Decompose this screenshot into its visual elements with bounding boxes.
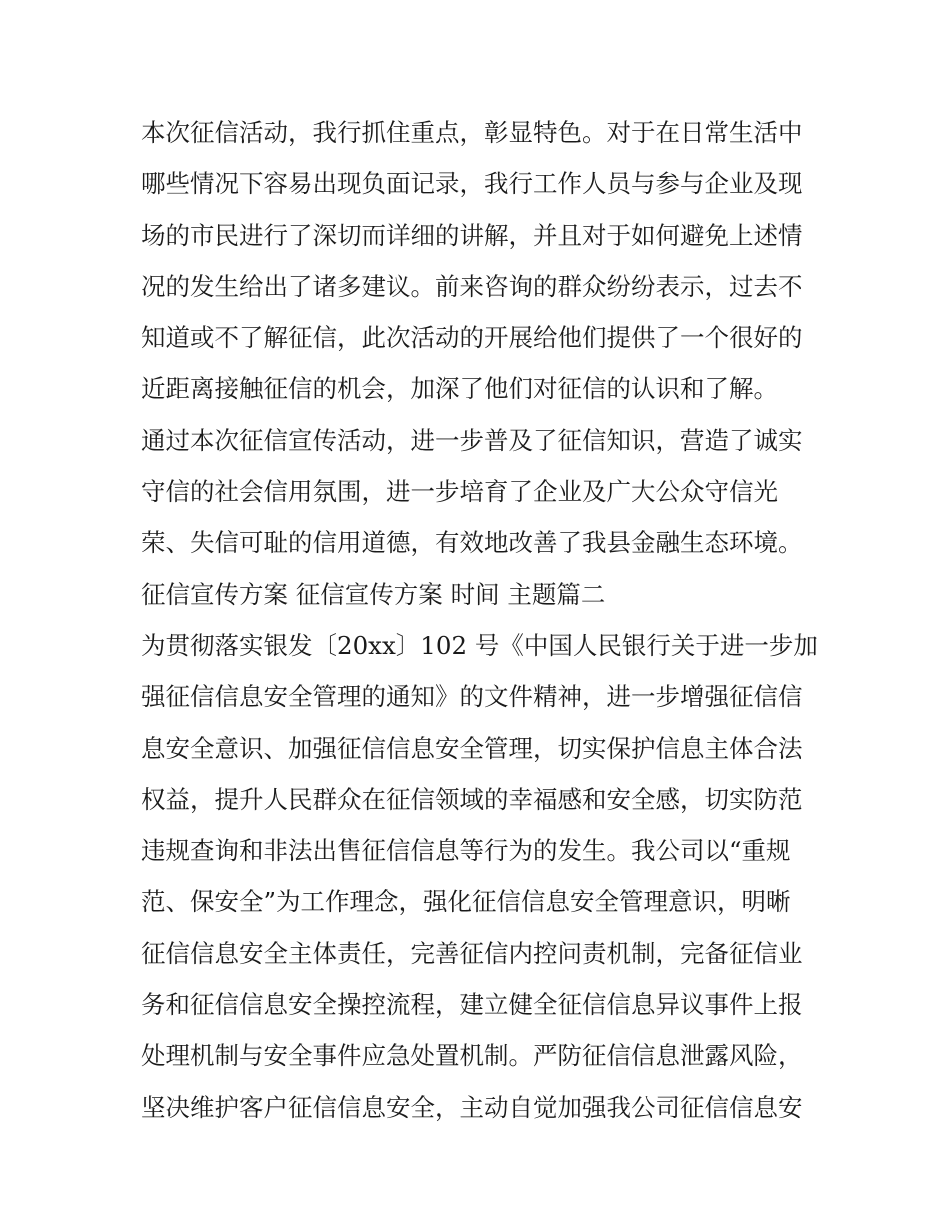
- text-line: 处理机制与安全事件应急处置机制。严防征信信息泄露风险，: [141, 1041, 803, 1071]
- text-line: 场的市民进行了深切而详细的讲解，并且对于如何避免上述情: [141, 220, 803, 250]
- text-line: 哪些情况下容易出现负面记录，我行工作人员与参与企业及现: [141, 169, 803, 199]
- document-body: [141, 107, 821, 1133]
- text-line: 近距离接触征信的机会，加深了他们对征信的认识和了解。: [141, 374, 778, 404]
- section-heading: 征信宣传方案 征信宣传方案 时间 主题篇二: [141, 579, 606, 609]
- text-line: 况的发生给出了诸多建议。前来咨询的群众纷纷表示，过去不: [141, 271, 803, 301]
- text-line: 务和征信信息安全操控流程，建立健全征信信息异议事件上报: [141, 990, 803, 1020]
- text-line: 通过本次征信宣传活动，进一步普及了征信知识，营造了诚实: [141, 425, 803, 455]
- text-line: 坚决维护客户征信信息安全，主动自觉加强我公司征信信息安: [141, 1092, 803, 1122]
- text-line: 范、保安全”为工作理念，强化征信信息安全管理意识，明晰: [141, 887, 791, 917]
- text-line: 征信信息安全主体责任，完善征信内控问责机制，完备征信业: [141, 938, 803, 968]
- text-line: 守信的社会信用氛围，进一步培育了企业及广大公众守信光: [141, 477, 778, 507]
- text-line: 本次征信活动，我行抓住重点，彰显特色。对于在日常生活中: [141, 118, 803, 147]
- text-line: 违规查询和非法出售征信信息等行为的发生。我公司以“重规: [141, 836, 791, 866]
- text-line: 权益，提升人民群众在征信领域的幸福感和安全感，切实防范: [141, 784, 803, 814]
- text-line: 知道或不了解征信，此次活动的开展给他们提供了一个很好的: [141, 323, 803, 353]
- text-line: 息安全意识、加强征信信息安全管理，切实保护信息主体合法: [141, 733, 803, 763]
- text-line: 强征信信息安全管理的通知》的文件精神，进一步增强征信信: [141, 682, 803, 712]
- text-line: 为贯彻落实银发〔20xx〕102 号《中国人民银行关于进一步加: [141, 630, 818, 660]
- text-line: 荣、失信可耻的信用道德，有效地改善了我县金融生态环境。: [141, 528, 803, 558]
